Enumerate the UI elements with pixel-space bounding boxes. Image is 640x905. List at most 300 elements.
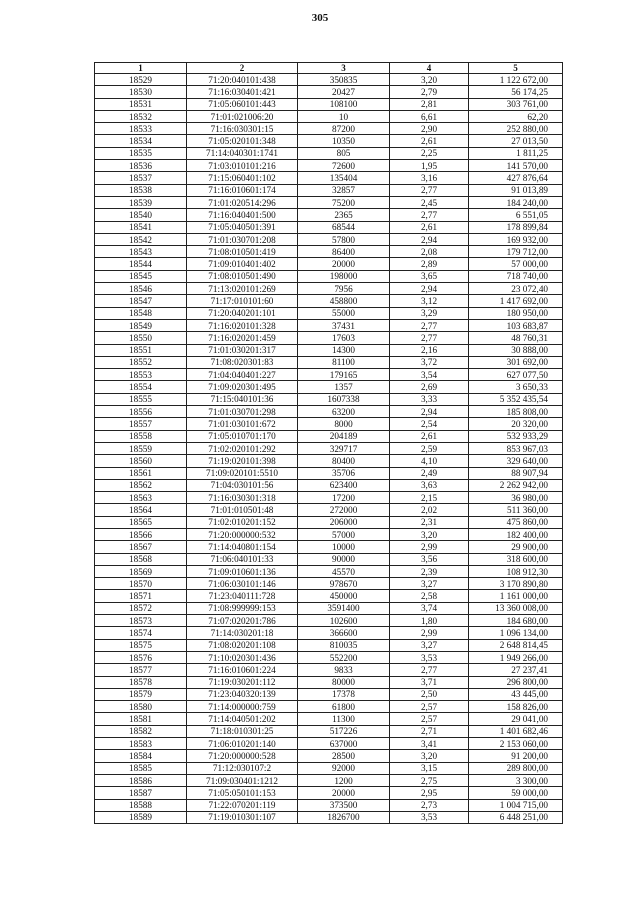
area-cell: 17603 (298, 332, 390, 344)
value-cell: 30 888,00 (469, 344, 563, 356)
cadastral-number-cell: 71:16:030401:421 (187, 86, 298, 98)
area-cell: 1826700 (298, 811, 390, 823)
table-row (95, 688, 563, 700)
rate-cell: 3,33 (390, 393, 469, 405)
row-number-cell: 18578 (95, 676, 187, 688)
value-cell: 108 912,30 (469, 565, 563, 577)
value-cell: 185 808,00 (469, 406, 563, 418)
row-number-cell: 18529 (95, 74, 187, 86)
row-number-cell: 18558 (95, 430, 187, 442)
value-cell: 103 683,87 (469, 319, 563, 331)
table-row (95, 651, 563, 663)
cadastral-number-cell: 71:01:030701:208 (187, 233, 298, 245)
rate-cell: 3,20 (390, 528, 469, 540)
value-cell: 36 980,00 (469, 492, 563, 504)
cadastral-number-cell: 71:05:050101:153 (187, 787, 298, 799)
cadastral-number-cell: 71:16:030301:15 (187, 123, 298, 135)
value-cell: 23 072,40 (469, 283, 563, 295)
area-cell: 450000 (298, 590, 390, 602)
area-cell: 8000 (298, 418, 390, 430)
value-cell: 718 740,00 (469, 270, 563, 282)
row-number-cell: 18539 (95, 196, 187, 208)
row-number-cell: 18548 (95, 307, 187, 319)
value-cell: 303 761,00 (469, 98, 563, 110)
cadastral-number-cell: 71:14:040301:1741 (187, 147, 298, 159)
rate-cell: 2,15 (390, 492, 469, 504)
area-cell: 17378 (298, 688, 390, 700)
table-row (95, 246, 563, 258)
cadastral-number-cell: 71:19:010301:107 (187, 811, 298, 823)
area-cell: 272000 (298, 504, 390, 516)
row-number-cell: 18533 (95, 123, 187, 135)
table-row (95, 615, 563, 627)
cadastral-number-cell: 71:14:030201:18 (187, 627, 298, 639)
area-cell: 92000 (298, 762, 390, 774)
value-cell: 301 692,00 (469, 356, 563, 368)
cadastral-number-cell: 71:16:040401:500 (187, 209, 298, 221)
rate-cell: 3,74 (390, 602, 469, 614)
cadastral-number-cell: 71:04:040401:227 (187, 369, 298, 381)
area-cell: 1607338 (298, 393, 390, 405)
rate-cell: 2,75 (390, 774, 469, 786)
value-cell: 427 876,64 (469, 172, 563, 184)
area-cell: 206000 (298, 516, 390, 528)
value-cell: 853 967,03 (469, 442, 563, 454)
rate-cell: 2,39 (390, 565, 469, 577)
table-row (95, 701, 563, 713)
row-number-cell: 18549 (95, 319, 187, 331)
cadastral-number-cell: 71:08:020201:108 (187, 639, 298, 651)
rate-cell: 3,12 (390, 295, 469, 307)
rate-cell: 2,73 (390, 799, 469, 811)
rate-cell: 3,63 (390, 479, 469, 491)
area-cell: 1200 (298, 774, 390, 786)
table-row (95, 467, 563, 479)
header-cell: 2 (187, 63, 298, 74)
table-row (95, 455, 563, 467)
cadastral-number-cell: 71:16:020101:328 (187, 319, 298, 331)
value-cell: 13 360 008,00 (469, 602, 563, 614)
row-number-cell: 18547 (95, 295, 187, 307)
row-number-cell: 18536 (95, 160, 187, 172)
area-cell: 810035 (298, 639, 390, 651)
rate-cell: 2,45 (390, 196, 469, 208)
value-cell: 1 417 692,00 (469, 295, 563, 307)
row-number-cell: 18555 (95, 393, 187, 405)
rate-cell: 2,54 (390, 418, 469, 430)
area-cell: 805 (298, 147, 390, 159)
rate-cell: 3,71 (390, 676, 469, 688)
area-cell: 37431 (298, 319, 390, 331)
table-row (95, 738, 563, 750)
cadastral-number-cell: 71:13:020101:269 (187, 283, 298, 295)
cadastral-number-cell: 71:20:000000:528 (187, 750, 298, 762)
table-row (95, 639, 563, 651)
cadastral-number-cell: 71:16:030301:318 (187, 492, 298, 504)
row-number-cell: 18554 (95, 381, 187, 393)
row-number-cell: 18559 (95, 442, 187, 454)
table-row (95, 590, 563, 602)
cadastral-number-cell: 71:09:020301:495 (187, 381, 298, 393)
area-cell: 9833 (298, 664, 390, 676)
area-cell: 61800 (298, 701, 390, 713)
value-cell: 1 161 000,00 (469, 590, 563, 602)
cadastral-number-cell: 71:05:040501:391 (187, 221, 298, 233)
row-number-cell: 18573 (95, 615, 187, 627)
row-number-cell: 18563 (95, 492, 187, 504)
table-row (95, 172, 563, 184)
header-cell: 1 (95, 63, 187, 74)
row-number-cell: 18530 (95, 86, 187, 98)
row-number-cell: 18565 (95, 516, 187, 528)
area-cell: 55000 (298, 307, 390, 319)
value-cell: 91 200,00 (469, 750, 563, 762)
cadastral-number-cell: 71:15:040101:36 (187, 393, 298, 405)
area-cell: 75200 (298, 196, 390, 208)
row-number-cell: 18532 (95, 110, 187, 122)
value-cell: 511 360,00 (469, 504, 563, 516)
table-row (95, 270, 563, 282)
table-row (95, 565, 563, 577)
rate-cell: 2,57 (390, 713, 469, 725)
row-number-cell: 18566 (95, 528, 187, 540)
cadastral-number-cell: 71:20:000000:532 (187, 528, 298, 540)
area-cell: 179165 (298, 369, 390, 381)
row-number-cell: 18574 (95, 627, 187, 639)
cadastral-number-cell: 71:14:040801:154 (187, 541, 298, 553)
area-cell: 3591400 (298, 602, 390, 614)
value-cell: 3 170 890,80 (469, 578, 563, 590)
rate-cell: 2,99 (390, 627, 469, 639)
area-cell: 7956 (298, 283, 390, 295)
rate-cell: 3,53 (390, 651, 469, 663)
value-cell: 5 352 435,54 (469, 393, 563, 405)
row-number-cell: 18545 (95, 270, 187, 282)
value-cell: 20 320,00 (469, 418, 563, 430)
value-cell: 2 648 814,45 (469, 639, 563, 651)
rate-cell: 2,94 (390, 406, 469, 418)
table-row (95, 110, 563, 122)
value-cell: 27 237,41 (469, 664, 563, 676)
rate-cell: 2,77 (390, 209, 469, 221)
rate-cell: 2,77 (390, 332, 469, 344)
area-cell: 366600 (298, 627, 390, 639)
table-row (95, 381, 563, 393)
row-number-cell: 18556 (95, 406, 187, 418)
value-cell: 43 445,00 (469, 688, 563, 700)
value-cell: 180 950,00 (469, 307, 563, 319)
rate-cell: 3,20 (390, 74, 469, 86)
cadastral-number-cell: 71:01:030701:298 (187, 406, 298, 418)
rate-cell: 2,50 (390, 688, 469, 700)
rate-cell: 2,61 (390, 135, 469, 147)
area-cell: 373500 (298, 799, 390, 811)
table-row (95, 74, 563, 86)
value-cell: 3 650,33 (469, 381, 563, 393)
table-row (95, 258, 563, 270)
cadastral-number-cell: 71:05:020101:348 (187, 135, 298, 147)
area-cell: 10 (298, 110, 390, 122)
value-cell: 184 680,00 (469, 615, 563, 627)
rate-cell: 2,99 (390, 541, 469, 553)
rate-cell: 3,65 (390, 270, 469, 282)
header-cell: 3 (298, 63, 390, 74)
value-cell: 158 826,00 (469, 701, 563, 713)
row-number-cell: 18535 (95, 147, 187, 159)
value-cell: 1 949 266,00 (469, 651, 563, 663)
table-row (95, 393, 563, 405)
cadastral-number-cell: 71:09:030401:1212 (187, 774, 298, 786)
area-cell: 28500 (298, 750, 390, 762)
row-number-cell: 18534 (95, 135, 187, 147)
table-row (95, 479, 563, 491)
value-cell: 318 600,00 (469, 553, 563, 565)
row-number-cell: 18569 (95, 565, 187, 577)
row-number-cell: 18583 (95, 738, 187, 750)
cadastral-number-cell: 71:03:010101:216 (187, 160, 298, 172)
row-number-cell: 18538 (95, 184, 187, 196)
table-row (95, 811, 563, 823)
area-cell: 86400 (298, 246, 390, 258)
value-cell: 289 800,00 (469, 762, 563, 774)
value-cell: 2 262 942,00 (469, 479, 563, 491)
area-cell: 329717 (298, 442, 390, 454)
area-cell: 20000 (298, 258, 390, 270)
table-row (95, 332, 563, 344)
cadastral-number-cell: 71:09:020101:5510 (187, 467, 298, 479)
rate-cell: 2,58 (390, 590, 469, 602)
cadastral-number-cell: 71:09:010601:136 (187, 565, 298, 577)
table-row (95, 184, 563, 196)
value-cell: 27 013,50 (469, 135, 563, 147)
rate-cell: 2,08 (390, 246, 469, 258)
row-number-cell: 18580 (95, 701, 187, 713)
area-cell: 57000 (298, 528, 390, 540)
row-number-cell: 18557 (95, 418, 187, 430)
rate-cell: 2,71 (390, 725, 469, 737)
area-cell: 102600 (298, 615, 390, 627)
value-cell: 1 122 672,00 (469, 74, 563, 86)
area-cell: 1357 (298, 381, 390, 393)
row-number-cell: 18550 (95, 332, 187, 344)
cadastral-number-cell: 71:08:020301:83 (187, 356, 298, 368)
table-row (95, 541, 563, 553)
cadastral-number-cell: 71:14:040501:202 (187, 713, 298, 725)
table-row (95, 787, 563, 799)
value-cell: 1 401 682,46 (469, 725, 563, 737)
rate-cell: 6,61 (390, 110, 469, 122)
area-cell: 517226 (298, 725, 390, 737)
area-cell: 81100 (298, 356, 390, 368)
value-cell: 178 899,84 (469, 221, 563, 233)
rate-cell: 2,90 (390, 123, 469, 135)
rate-cell: 3,16 (390, 172, 469, 184)
row-number-cell: 18537 (95, 172, 187, 184)
row-number-cell: 18575 (95, 639, 187, 651)
area-cell: 11300 (298, 713, 390, 725)
cadastral-number-cell: 71:01:030101:672 (187, 418, 298, 430)
area-cell: 80400 (298, 455, 390, 467)
row-number-cell: 18542 (95, 233, 187, 245)
row-number-cell: 18588 (95, 799, 187, 811)
area-cell: 623400 (298, 479, 390, 491)
value-cell: 2 153 060,00 (469, 738, 563, 750)
row-number-cell: 18581 (95, 713, 187, 725)
value-cell: 252 880,00 (469, 123, 563, 135)
rate-cell: 2,31 (390, 516, 469, 528)
rate-cell: 2,59 (390, 442, 469, 454)
value-cell: 56 174,25 (469, 86, 563, 98)
table-row (95, 233, 563, 245)
value-cell: 179 712,00 (469, 246, 563, 258)
table-header-row (95, 63, 563, 74)
value-cell: 141 570,00 (469, 160, 563, 172)
cadastral-number-cell: 71:12:030107:2 (187, 762, 298, 774)
value-cell: 169 932,00 (469, 233, 563, 245)
cadastral-number-cell: 71:08:010501:419 (187, 246, 298, 258)
area-cell: 2365 (298, 209, 390, 221)
rate-cell: 3,53 (390, 811, 469, 823)
table-row (95, 676, 563, 688)
rate-cell: 3,27 (390, 639, 469, 651)
rate-cell: 3,20 (390, 750, 469, 762)
row-number-cell: 18576 (95, 651, 187, 663)
value-cell: 88 907,94 (469, 467, 563, 479)
rate-cell: 2,61 (390, 430, 469, 442)
area-cell: 10350 (298, 135, 390, 147)
rate-cell: 2,77 (390, 319, 469, 331)
value-cell: 1 811,25 (469, 147, 563, 159)
rate-cell: 2,49 (390, 467, 469, 479)
rate-cell: 2,25 (390, 147, 469, 159)
cadastral-number-cell: 71:14:000000:759 (187, 701, 298, 713)
row-number-cell: 18567 (95, 541, 187, 553)
cadastral-number-cell: 71:16:010601:174 (187, 184, 298, 196)
cadastral-number-cell: 71:20:040101:438 (187, 74, 298, 86)
rate-cell: 2,69 (390, 381, 469, 393)
cadastral-number-cell: 71:02:020101:292 (187, 442, 298, 454)
value-cell: 184 240,00 (469, 196, 563, 208)
row-number-cell: 18551 (95, 344, 187, 356)
value-cell: 29 900,00 (469, 541, 563, 553)
header-cell: 4 (390, 63, 469, 74)
table-row (95, 319, 563, 331)
area-cell: 72600 (298, 160, 390, 172)
table-row (95, 98, 563, 110)
rate-cell: 3,15 (390, 762, 469, 774)
table-row (95, 516, 563, 528)
rate-cell: 2,61 (390, 221, 469, 233)
table-row (95, 492, 563, 504)
area-cell: 32857 (298, 184, 390, 196)
rate-cell: 2,94 (390, 233, 469, 245)
cadastral-number-cell: 71:19:020101:398 (187, 455, 298, 467)
table-row (95, 135, 563, 147)
row-number-cell: 18584 (95, 750, 187, 762)
area-cell: 17200 (298, 492, 390, 504)
cadastral-number-cell: 71:08:010501:490 (187, 270, 298, 282)
cadastral-number-cell: 71:01:021006:20 (187, 110, 298, 122)
rate-cell: 1,80 (390, 615, 469, 627)
cadastral-number-cell: 71:19:030201:112 (187, 676, 298, 688)
area-cell: 204189 (298, 430, 390, 442)
value-cell: 91 013,89 (469, 184, 563, 196)
value-cell: 6 551,05 (469, 209, 563, 221)
rate-cell: 2,16 (390, 344, 469, 356)
table-row (95, 418, 563, 430)
table-row (95, 750, 563, 762)
area-cell: 135404 (298, 172, 390, 184)
cadastral-number-cell: 71:06:030101:146 (187, 578, 298, 590)
cadastral-number-cell: 71:01:020514:296 (187, 196, 298, 208)
cadastral-number-cell: 71:23:040111:728 (187, 590, 298, 602)
value-cell: 296 800,00 (469, 676, 563, 688)
cadastral-number-cell: 71:16:010601:224 (187, 664, 298, 676)
cadastral-number-cell: 71:09:010401:402 (187, 258, 298, 270)
area-cell: 80000 (298, 676, 390, 688)
rate-cell: 3,56 (390, 553, 469, 565)
row-number-cell: 18582 (95, 725, 187, 737)
table-row (95, 283, 563, 295)
area-cell: 350835 (298, 74, 390, 86)
cadastral-number-cell: 71:08:999999:153 (187, 602, 298, 614)
rate-cell: 3,27 (390, 578, 469, 590)
rate-cell: 2,94 (390, 283, 469, 295)
table-body (95, 63, 563, 824)
cadastral-number-cell: 71:07:020201:786 (187, 615, 298, 627)
value-cell: 59 000,00 (469, 787, 563, 799)
table-row (95, 725, 563, 737)
row-number-cell: 18541 (95, 221, 187, 233)
rate-cell: 2,89 (390, 258, 469, 270)
row-number-cell: 18577 (95, 664, 187, 676)
cadastral-number-cell: 71:01:030201:317 (187, 344, 298, 356)
row-number-cell: 18579 (95, 688, 187, 700)
value-cell: 329 640,00 (469, 455, 563, 467)
value-cell: 29 041,00 (469, 713, 563, 725)
table-row (95, 356, 563, 368)
table-row (95, 147, 563, 159)
table-row (95, 713, 563, 725)
table-row (95, 221, 563, 233)
value-cell: 6 448 251,00 (469, 811, 563, 823)
table-row (95, 86, 563, 98)
rate-cell: 2,95 (390, 787, 469, 799)
cadastral-number-cell: 71:04:030101:56 (187, 479, 298, 491)
cadastral-number-cell: 71:02:010201:152 (187, 516, 298, 528)
area-cell: 63200 (298, 406, 390, 418)
table-row (95, 442, 563, 454)
table-row (95, 602, 563, 614)
area-cell: 20000 (298, 787, 390, 799)
table-row (95, 307, 563, 319)
table-row (95, 406, 563, 418)
area-cell: 35706 (298, 467, 390, 479)
cadastral-number-cell: 71:20:040201:101 (187, 307, 298, 319)
row-number-cell: 18553 (95, 369, 187, 381)
table-row (95, 295, 563, 307)
rate-cell: 3,41 (390, 738, 469, 750)
page-number: 305 (311, 12, 329, 24)
table-row (95, 196, 563, 208)
rate-cell: 2,81 (390, 98, 469, 110)
row-number-cell: 18586 (95, 774, 187, 786)
table-row (95, 762, 563, 774)
rate-cell: 4,10 (390, 455, 469, 467)
area-cell: 68544 (298, 221, 390, 233)
row-number-cell: 18560 (95, 455, 187, 467)
area-cell: 458800 (298, 295, 390, 307)
